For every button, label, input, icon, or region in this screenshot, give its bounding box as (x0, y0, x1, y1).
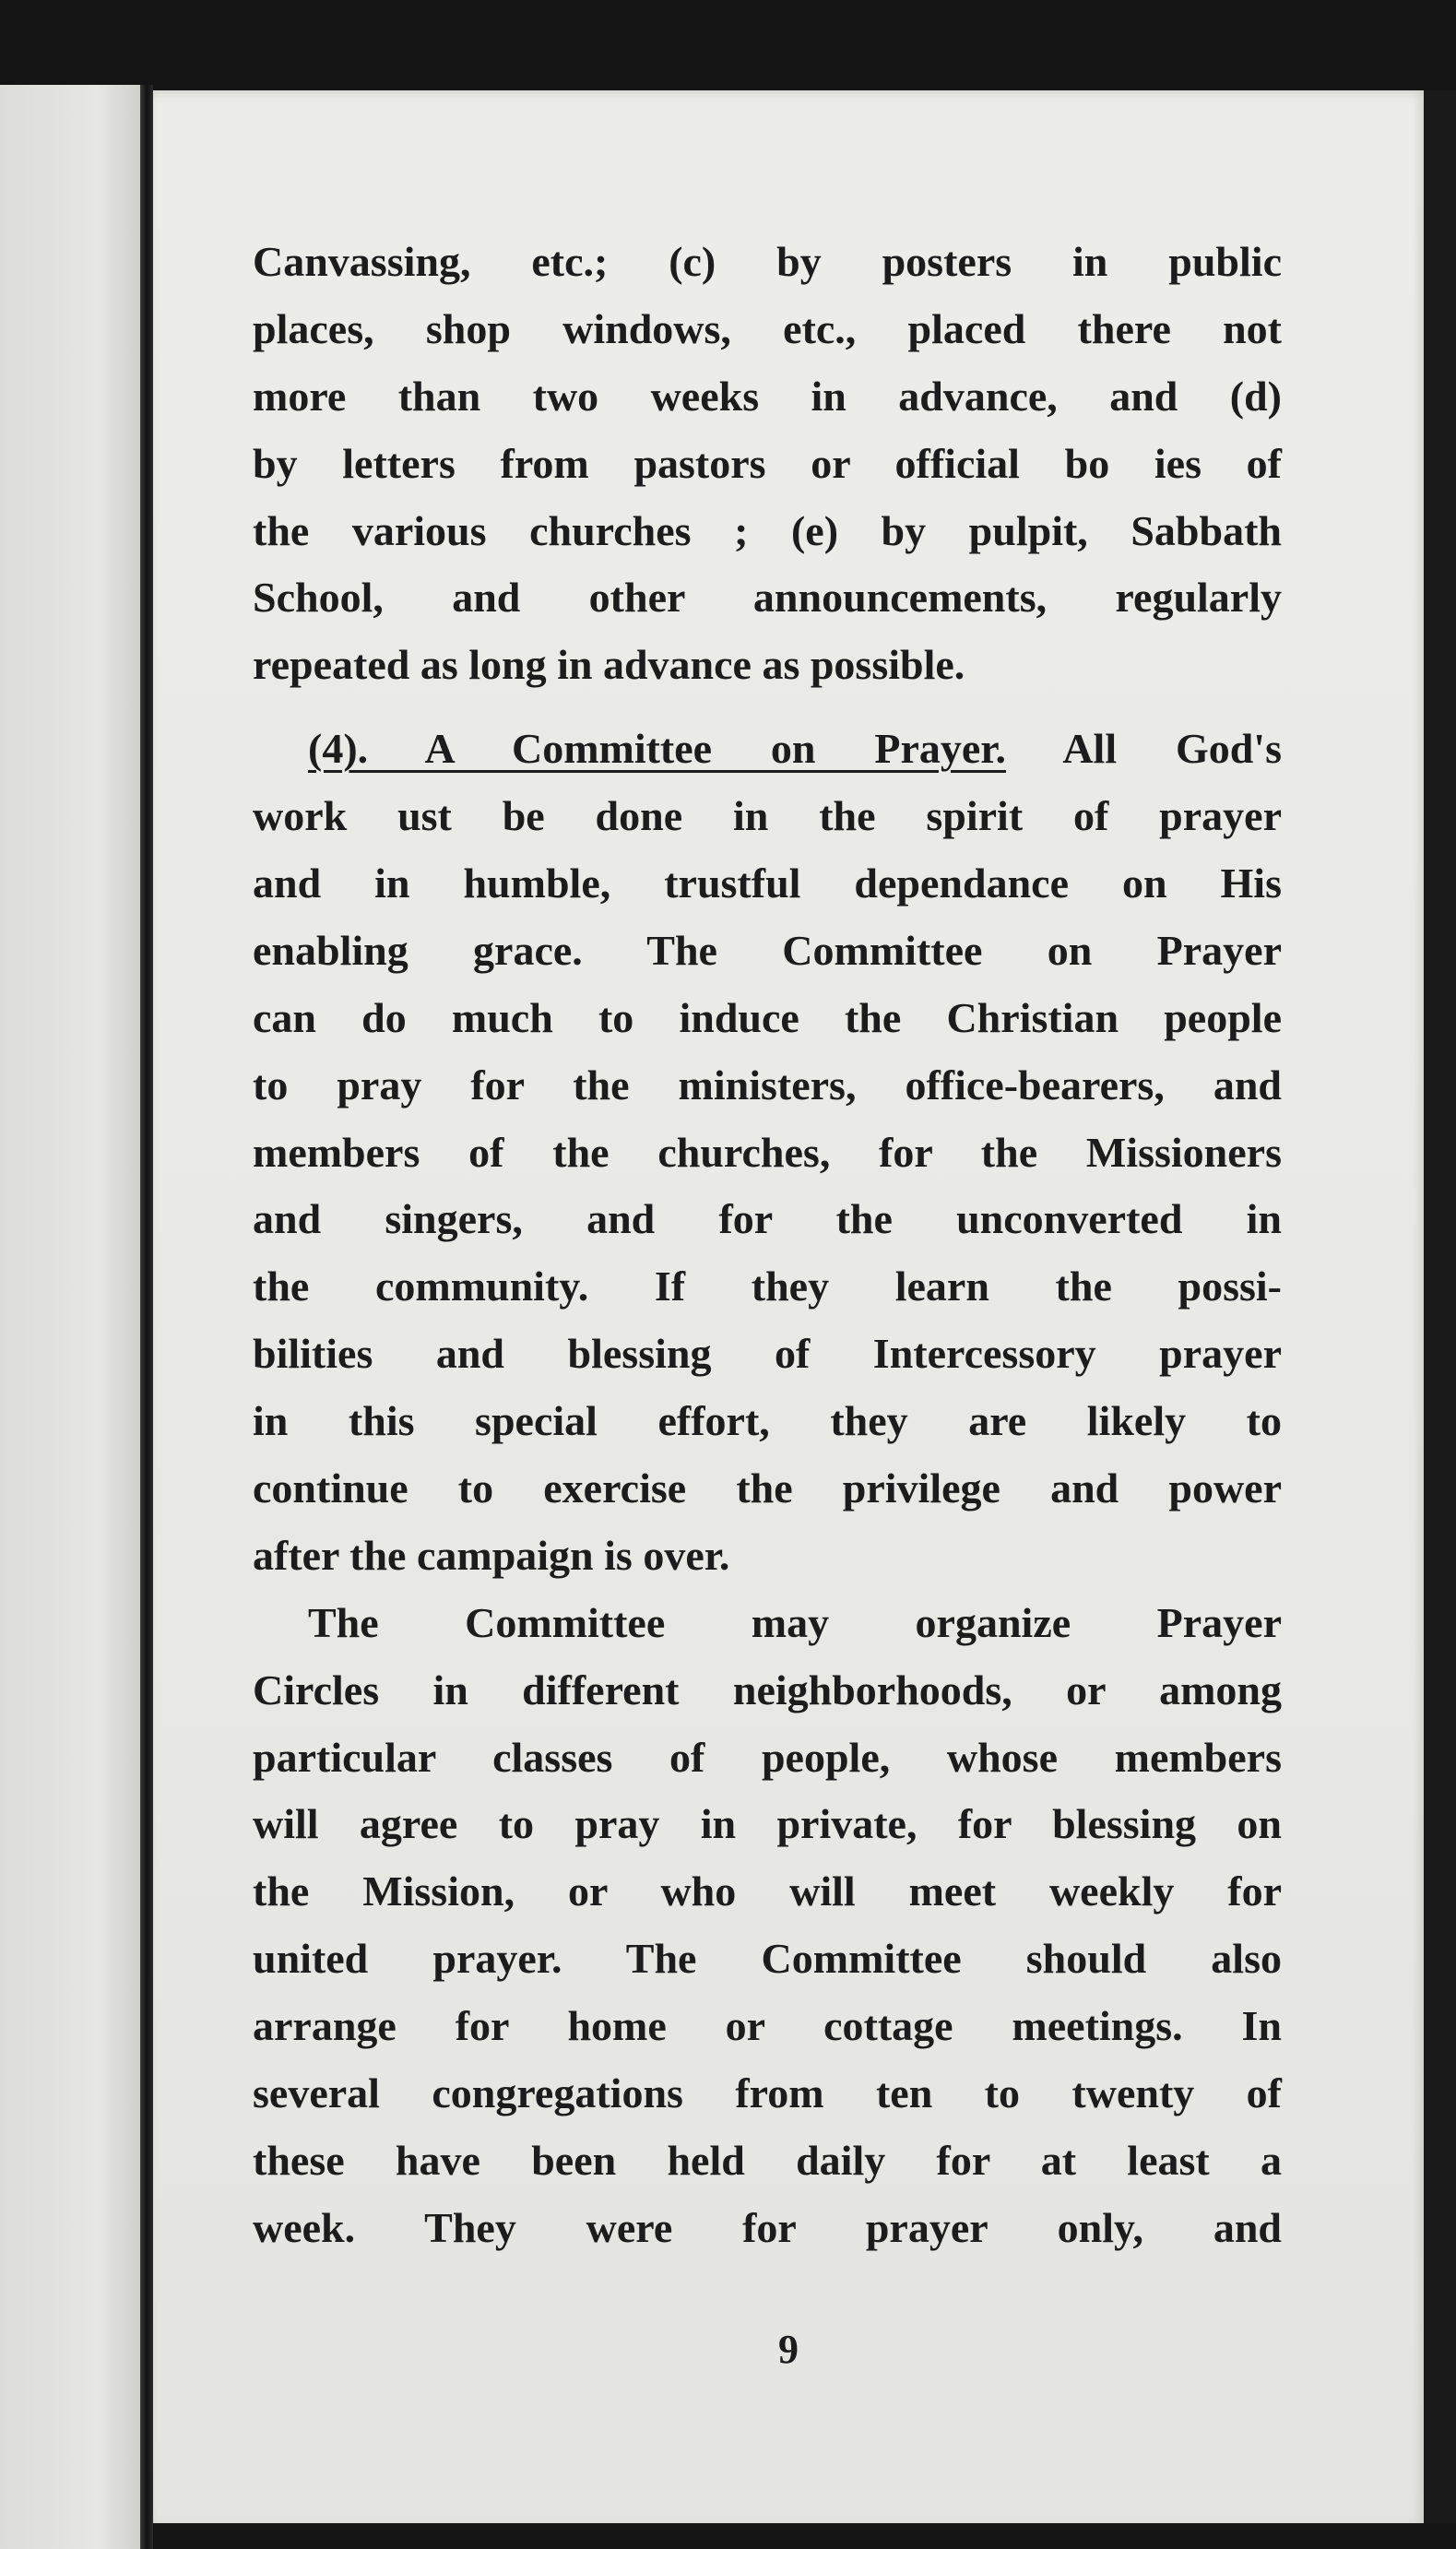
text-line: continue to exercise the privilege and power (253, 1464, 1282, 1512)
text-line: the various churches ; (e) by pulpit, Sabbath (253, 506, 1282, 554)
text-line: the community. If they learn the possi- (253, 1263, 1282, 1310)
text-line: and in humble, trustful dependance on His (253, 860, 1282, 907)
facing-page-edge (0, 85, 140, 2549)
text-line: School, and other announcements, regularly (253, 574, 1282, 622)
text-line: particular classes of people, whose members (253, 1733, 1282, 1781)
body-text (253, 229, 1282, 2262)
text-line: Circles in different neighborhoods, or among (253, 1666, 1282, 1713)
scan-border (1424, 90, 1456, 2523)
text-line: arrange for home or cottage meetings. In (253, 2002, 1282, 2050)
text-line: Canvassing, etc.; (c) by posters in public (253, 238, 1282, 285)
text-line: more than two weeks in advance, and (d) (253, 372, 1282, 420)
text-line: enabling grace. The Committee on Prayer (253, 926, 1282, 974)
book-gutter (140, 85, 153, 2549)
text-line: will agree to pray in private, for blessing on (253, 1800, 1282, 1848)
text-line: bilities and blessing of Intercessory prayer (253, 1330, 1282, 1378)
text-line: work ust be done in the spirit of prayer (253, 792, 1282, 840)
text-line: members of the churches, for the Missioners (253, 1128, 1282, 1176)
text-line: in this special effort, they are likely to (253, 1397, 1282, 1445)
text-line: week. They were for prayer only, and (253, 2203, 1282, 2251)
page-number: 9 (778, 2327, 799, 2372)
text-line: after the campaign is over. (253, 1531, 730, 1579)
text-line: and singers, and for the unconverted in (253, 1195, 1282, 1243)
text-line: repeated as long in advance as possible. (253, 641, 965, 689)
text-line: these have been held daily for at least a (253, 2136, 1282, 2184)
text-line: can do much to induce the Christian people (253, 993, 1282, 1041)
book-page (153, 90, 1424, 2523)
section-heading-line (253, 716, 1282, 783)
text-line: The Committee may organize Prayer (308, 1598, 1282, 1646)
text-line: to pray for the ministers, office-bearers, and (253, 1061, 1282, 1109)
text-line: places, shop windows, etc., placed there not (253, 304, 1282, 352)
section-heading: (4). A Committee on Prayer. (308, 725, 1006, 773)
text-line: by letters from pastors or official bo ies of (253, 439, 1282, 487)
text-line: several congregations from ten to twenty of (253, 2069, 1282, 2117)
text-line: united prayer. The Committee should also (253, 1935, 1282, 1983)
heading-continuation: All God's (1062, 725, 1282, 773)
text-line: the Mission, or who will meet weekly for (253, 1867, 1282, 1915)
